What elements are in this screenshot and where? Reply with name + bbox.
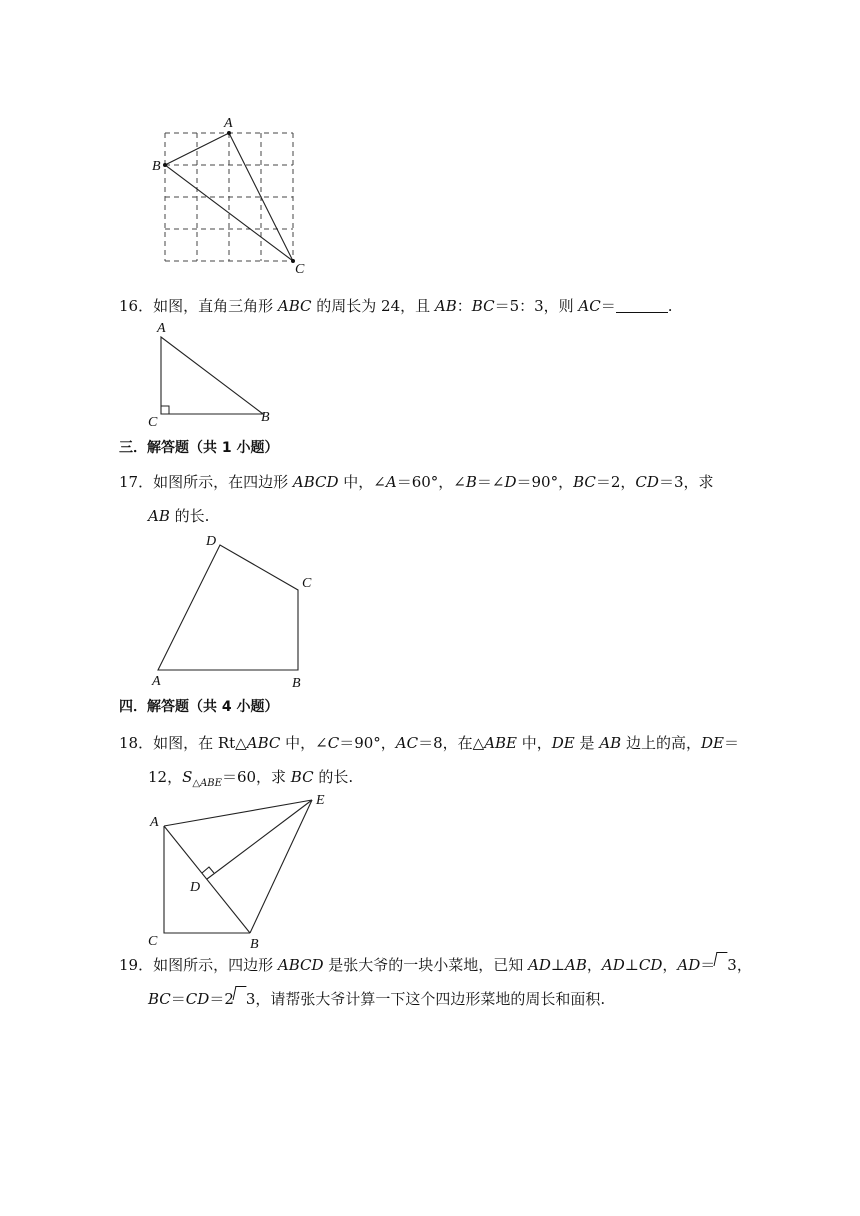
q17-var: D [504, 473, 517, 491]
q19-text: 如图所示，四边形 [153, 956, 278, 974]
q19-text: ＝ [700, 956, 716, 974]
q19-var: AD [528, 956, 551, 974]
q19-var: CD [638, 956, 663, 974]
label-d: D [206, 534, 217, 549]
q18-text: ＝60，求 [221, 768, 291, 786]
question-17-line-2 [148, 506, 209, 526]
segment-be [250, 800, 312, 933]
label-b: B [292, 676, 301, 691]
q18-text: ＝ [723, 734, 739, 752]
q17-text: ＝90°， [516, 473, 574, 491]
q19-text: 是张大爷的一块小菜地，已知 [323, 956, 529, 974]
label-a: A [224, 116, 233, 131]
q19-var: AB [565, 956, 587, 974]
point-a [227, 131, 231, 135]
q18-text: ＝90°， [339, 734, 396, 752]
q17-number: 17． [119, 473, 154, 491]
q19-text: ， [736, 956, 752, 974]
q18-var: S [182, 768, 193, 786]
q17-var: A [385, 473, 397, 491]
label-c: C [302, 576, 312, 591]
quadrilateral-abcd [158, 545, 298, 670]
answer-blank [616, 298, 668, 313]
figure-q15-grid-triangle [148, 112, 318, 277]
q17-text: ＝60°，∠ [396, 473, 466, 491]
q17-var: CD [635, 473, 659, 491]
q19-text: ⊥ [624, 956, 639, 974]
q16-var: ABC [277, 297, 312, 315]
q16-text: . [667, 297, 673, 315]
q18-text: 如图，在 Rt△ [153, 734, 247, 752]
q17-var: ABCD [292, 473, 339, 491]
q19-number: 19． [119, 956, 154, 974]
q17-text: 的长. [169, 507, 210, 525]
question-18-line-1 [119, 733, 739, 753]
q16-var: BC [471, 297, 495, 315]
right-angle-mark [202, 867, 214, 873]
question-16 [119, 296, 673, 316]
figure-q17-quadrilateral [140, 530, 330, 692]
label-b: B [250, 937, 259, 951]
q17-text: 中，∠ [338, 473, 386, 491]
question-19-line-1 [119, 955, 752, 975]
q17-var: B [465, 473, 477, 491]
label-c: C [148, 415, 158, 430]
q18-text: 是 [574, 734, 600, 752]
q19-var: AD [677, 956, 701, 974]
q18-var: DE [551, 734, 575, 752]
question-17-line-1 [119, 472, 713, 492]
segment-ae [164, 800, 312, 826]
q19-var: AD [601, 956, 625, 974]
q16-text: ： [456, 297, 472, 315]
q17-var: AB [148, 507, 170, 525]
sqrt-radical [234, 989, 256, 1009]
q19-text: ＝2 [209, 990, 234, 1008]
q16-number: 16． [119, 297, 154, 315]
label-c: C [148, 934, 158, 949]
label-e: E [316, 793, 325, 808]
q16-text: 的周长为 24，且 [311, 297, 435, 315]
q17-text: 如图所示，在四边形 [153, 473, 293, 491]
q18-var: ABC [246, 734, 281, 752]
label-b: B [261, 410, 270, 425]
q18-var: AB [599, 734, 622, 752]
q18-var: C [327, 734, 340, 752]
q18-text: 中，∠ [280, 734, 328, 752]
sqrt-radical [715, 955, 737, 975]
q18-text: 12， [148, 768, 183, 786]
q18-text: 中， [517, 734, 552, 752]
q19-var: ABCD [277, 956, 324, 974]
q19-text: ⊥ [550, 956, 566, 974]
radicand: 3 [245, 990, 256, 1008]
label-a: A [157, 321, 166, 336]
q16-text: ＝ [600, 297, 616, 315]
segment-de [207, 800, 312, 879]
q19-text: ＝ [170, 990, 186, 1008]
q19-var: BC [148, 990, 171, 1008]
right-angle-mark [161, 406, 169, 414]
figure-q18 [140, 786, 340, 951]
q17-text: ＝∠ [476, 473, 505, 491]
question-19-line-2 [148, 989, 605, 1009]
q19-text: ，请帮张大爷计算一下这个四边形菜地的周长和面积. [255, 990, 606, 1008]
q18-var: ABE [484, 734, 517, 752]
label-c: C [295, 262, 305, 277]
section-3-heading: 三．解答题（共 1 小题） [119, 440, 279, 456]
dashed-grid [165, 133, 293, 261]
q17-text: ＝3，求 [658, 473, 714, 491]
label-a: A [152, 674, 161, 689]
label-b: B [152, 159, 161, 174]
q17-text: ＝2， [595, 473, 636, 491]
point-b [163, 163, 167, 167]
q18-var: AC [395, 734, 419, 752]
q16-var: AC [578, 297, 601, 315]
label-d: D [190, 880, 201, 895]
section-4-heading: 四．解答题（共 4 小题） [119, 699, 279, 715]
label-a: A [150, 815, 159, 830]
q19-var: CD [185, 990, 210, 1008]
segment-ab [164, 826, 250, 933]
q18-text: ＝8，在△ [418, 734, 485, 752]
q18-text: 边上的高， [621, 734, 701, 752]
triangle-abc [161, 337, 263, 414]
q19-text: ， [662, 956, 678, 974]
q19-text: ， [586, 956, 602, 974]
q16-var: AB [434, 297, 457, 315]
q17-var: BC [573, 473, 596, 491]
q16-text: ＝5：3，则 [494, 297, 579, 315]
q18-text: 的长. [313, 768, 354, 786]
q16-text: 如图，直角三角形 [153, 297, 278, 315]
q18-var: DE [700, 734, 724, 752]
q18-var: BC [290, 768, 314, 786]
radicand: 3 [727, 956, 737, 974]
q18-subscript: △ABE [192, 778, 222, 789]
q18-number: 18． [119, 734, 154, 752]
figure-q16-right-triangle [140, 318, 280, 430]
